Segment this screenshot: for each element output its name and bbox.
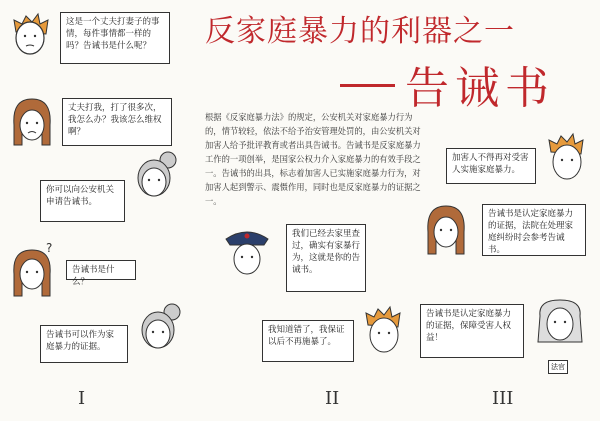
bubble-question-1: 这是一个丈夫打妻子的事情，每件事情都一样的吗？告诫书是什么呢？ [60,12,170,64]
poster-subtitle: 告诫书 [405,63,555,114]
bubble-man-apology: 我知道错了，我保证以后不再施暴了。 [262,320,354,362]
police-officer-face-icon [222,225,272,281]
poster-body-text: 根据《反家庭暴力法》的规定，公安机关对家庭暴力行为的，情节较轻，依法不给予治安管理处罚的，由公安机关对加害人给予批评教育或者出具告诫书。告诫书是反家庭暴力工作的一项创举，是国家公权力介入家庭暴力的有效手段之一。告诫书的出具，标志着加害人已实施家庭暴力行为，对加害人起到警示、震慑作用，同时也是反家庭暴力的证据之一。 [205,112,421,206]
old-woman-face-icon-2 [134,300,184,360]
bubble-old-woman-1: 你可以向公安机关申请告诫书。 [40,180,125,222]
section-numeral-1: I [78,388,86,409]
judge-label: 法官 [548,360,568,374]
title-dash [340,84,395,87]
woman-question-face-icon [8,240,58,300]
bubble-police: 我们已经去家里查过，确实有家暴行为，这就是你的告诫书。 [286,224,366,292]
man-face-icon-2 [362,305,406,361]
svg-text:?: ? [46,241,53,255]
woman-face-icon [8,95,56,151]
poster-title: 反家庭暴力的利器之一 [205,14,515,49]
bubble-woman-1: 丈夫打我，打了很多次，我怎么办？我该怎么维权啊？ [62,98,172,146]
judge-face-icon [532,296,588,360]
bubble-right-1: 加害人不得再对受害人实施家庭暴力。 [446,148,536,184]
man-face-icon [8,12,52,56]
bubble-what-is: 告诫书是什么？ [66,260,136,280]
section-numeral-3: III [492,388,514,409]
woman-face-icon-2 [422,200,472,258]
old-woman-face-icon [130,148,180,208]
bubble-old-woman-2: 告诫书可以作为家庭暴力的证据。 [40,325,128,363]
bubble-right-2: 告诫书是认定家庭暴力的证据，法院在处理家庭纠纷时会参考告诫书。 [482,204,586,256]
bubble-judge: 告诫书是认定家庭暴力的证据，保障受害人权益！ [420,304,524,358]
section-numeral-2: II [325,388,340,409]
man-face-icon-3 [545,132,591,188]
